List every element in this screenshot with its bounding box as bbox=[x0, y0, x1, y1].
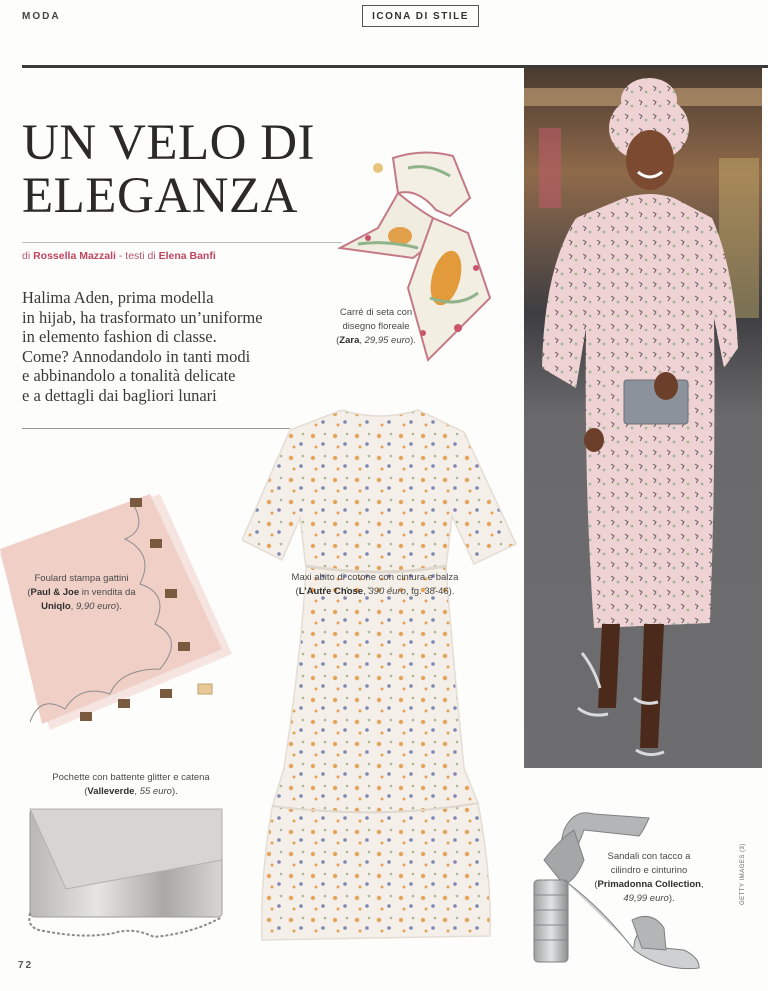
photo-credit: GETTY IMAGES (3) bbox=[740, 843, 746, 905]
byline-prefix-2: - testi di bbox=[115, 250, 159, 262]
section-label: MODA bbox=[22, 11, 61, 22]
clutch-price: 55 euro bbox=[139, 786, 172, 797]
clutch-desc-1: Pochette con battente glitter e catena bbox=[52, 772, 210, 783]
lede-paragraph bbox=[22, 288, 302, 406]
byline-writer: Elena Banfi bbox=[158, 250, 216, 262]
lede-line: Come? Annodandolo in tanti modi bbox=[22, 346, 251, 366]
dress-sizes: tg. 38-46 bbox=[411, 586, 449, 597]
lede-line: e a dettagli dai bagliori lunari bbox=[22, 385, 217, 405]
dress-price-line: (L’Autre Chose, 390 euro, tg. 38-46). bbox=[295, 586, 455, 597]
dress-desc-1: Maxi abito di cotone con cintura e balza bbox=[291, 572, 459, 583]
byline bbox=[22, 250, 216, 262]
scarf-caption bbox=[326, 306, 426, 348]
sandal-brand-line: (Primadonna Collection, bbox=[594, 879, 704, 890]
silver-clutch-icon bbox=[24, 805, 229, 945]
article-title bbox=[22, 117, 342, 223]
dress-price: 390 euro bbox=[368, 586, 406, 597]
foulard-brand-line: (Paul & Joe in vendita da bbox=[27, 587, 136, 598]
byline-author: Rossella Mazzali bbox=[33, 250, 116, 262]
byline-divider bbox=[22, 242, 342, 243]
page-number: 72 bbox=[18, 960, 34, 971]
title-line-2: ELEGANZA bbox=[22, 168, 298, 224]
dress-brand: L’Autre Chose bbox=[298, 586, 364, 597]
title-line-1: UN VELO DI bbox=[22, 115, 316, 171]
scarf-desc-1: Carré di seta con bbox=[339, 307, 413, 318]
foulard-caption bbox=[14, 572, 149, 614]
scarf-price-line: (Zara, 29,95 euro). bbox=[336, 335, 416, 346]
cat-foulard-icon bbox=[0, 494, 232, 734]
model-photo-illustration bbox=[524, 68, 762, 768]
clutch-brand: Valleverde bbox=[87, 786, 135, 797]
sandal-desc-1: Sandali con tacco a bbox=[607, 851, 691, 862]
rubric-label: ICONA DI STILE bbox=[362, 5, 479, 27]
foulard-brand: Paul & Joe bbox=[30, 587, 80, 598]
sandal-price: 49,99 euro bbox=[623, 893, 669, 904]
hero-photo bbox=[524, 68, 762, 768]
lede-line: in elemento fashion di classe. bbox=[22, 327, 217, 347]
lede-line: e abbinandolo a tonalità delicate bbox=[22, 366, 236, 386]
sandal-desc-2: cilindro e cinturino bbox=[610, 865, 688, 876]
lede-line: in hijab, ha trasformato un’uniforme bbox=[22, 307, 263, 327]
sandal-brand: Primadonna Collection bbox=[597, 879, 701, 890]
scarf-brand: Zara bbox=[339, 335, 360, 346]
foulard-price-line: Uniqlo, 9,90 euro). bbox=[41, 601, 122, 612]
clutch-price-line: (Valleverde, 55 euro). bbox=[84, 786, 178, 797]
sandal-caption bbox=[590, 850, 708, 906]
dress-caption bbox=[270, 571, 480, 599]
sandal-price-line: 49,99 euro). bbox=[623, 893, 675, 904]
byline-prefix: di bbox=[22, 250, 34, 262]
clutch-caption bbox=[26, 771, 236, 799]
foulard-desc-1: Foulard stampa gattini bbox=[34, 573, 129, 584]
lede-line: Halima Aden, prima modella bbox=[22, 288, 214, 307]
floral-dress-icon bbox=[242, 408, 518, 943]
foulard-retailer: Uniqlo bbox=[41, 601, 71, 612]
scarf-desc-2: disegno floreale bbox=[342, 321, 410, 332]
scarf-price: 29,95 euro bbox=[364, 335, 411, 346]
foulard-retailer-prefix: in vendita da bbox=[79, 587, 136, 598]
foulard-price: 9,90 euro bbox=[75, 601, 117, 612]
